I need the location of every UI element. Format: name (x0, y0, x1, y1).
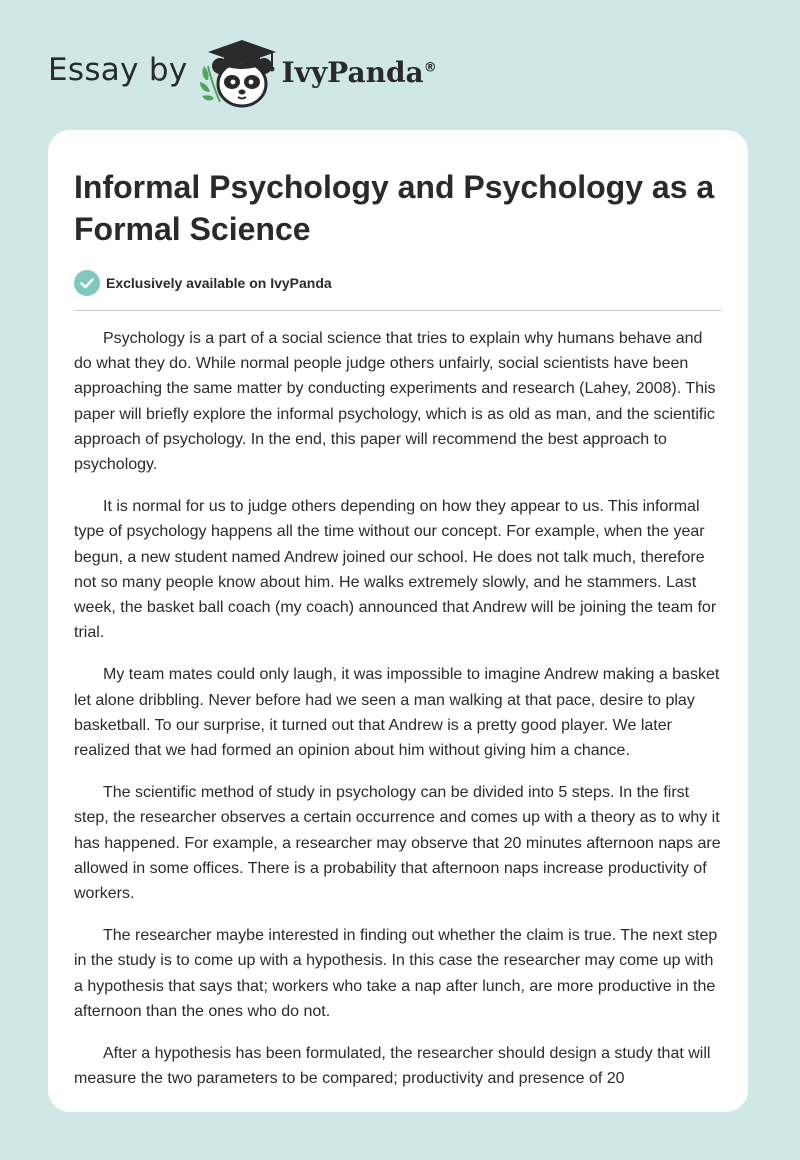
paragraph: After a hypothesis has been formulated, the researcher should design a study that will measure the two parameters to be compared; productivity and presence of 20 (74, 1045, 711, 1088)
paragraph: The scientific method of study in psychology can be divided into 5 steps. In the first step, the researcher observes a certain occurrence and comes up with a theory as to why it has happened. For example, a researcher may observe that 20 minutes afternoon naps are allowed in some offices. There is a probability that afternoon naps increase productivity of workers. (74, 784, 721, 903)
paragraph: My team mates could only laugh, it was impossible to imagine Andrew making a basket let alone dribbling. Never before had we seen a man walking at that pace, desire to play basketball. To our surprise, it turned out that Andrew is a pretty good player. We later realized that we had formed an opinion about him without giving him a chance. (74, 666, 720, 760)
brand-prefix: Essay by (48, 52, 188, 88)
brand-name-text: IvyPanda (281, 55, 424, 89)
panda-graduate-icon (198, 36, 288, 112)
check-circle-icon (74, 270, 100, 296)
paragraph: It is normal for us to judge others depending on how they appear to us. This informal type of psychology happens all the time without our concept. For example, when the year begun, a new student named Andrew joined our school. He does not talk much, therefore not so many people know about him. He walks extremely slowly, and he stammers. Last week, the basket ball coach (my coach) announced that Andrew will be joining the team for trial. (74, 498, 717, 642)
brand-header[interactable] (48, 36, 437, 112)
divider (74, 310, 722, 311)
essay-title: Informal Psychology and Psychology as a Formal Science (74, 169, 715, 247)
essay-body (74, 326, 722, 1091)
essay-card (48, 130, 748, 1112)
paragraph: Psychology is a part of a social science that tries to explain why humans behave and do what they do. While normal people judge others unfairly, social scientists have been approaching the same matter by conducting experiments and research (Lahey, 2008). This paper will briefly explore the informal psychology, which is as old as man, and the scientific approach of psychology. In the end, this paper will recommend the best approach to psychology. (74, 330, 716, 474)
paragraph: The researcher maybe interested in finding out whether the claim is true. The next step in the study is to come up with a hypothesis. In this case the researcher may come up with a hypothesis that says that; workers who take a nap after lunch, are more productive in the afternoon than the ones who do not. (74, 927, 718, 1020)
exclusive-badge (74, 270, 722, 296)
registered-mark: ® (423, 60, 437, 76)
brand-name (282, 56, 437, 89)
badge-text: Exclusively available on IvyPanda (106, 275, 332, 291)
